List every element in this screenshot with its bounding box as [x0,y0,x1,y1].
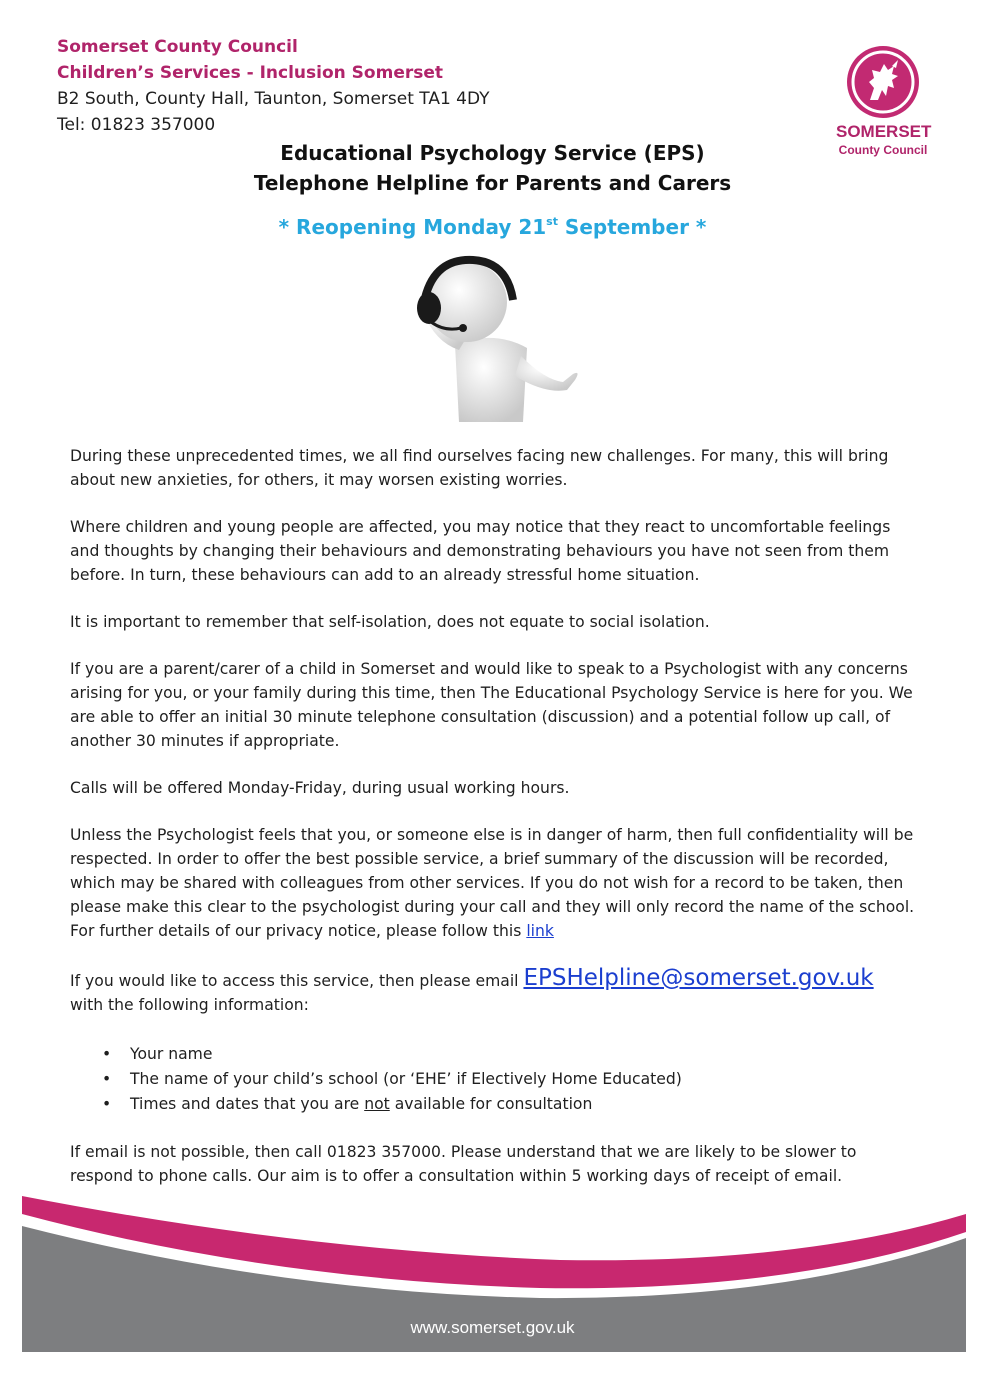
confidentiality-text: Unless the Psychologist feels that you, or someone else is in danger of harm, then full confidentiality will be respected. In order to offer the best possible service, a brief summary of the discussion will be recorded, which may be shared with colleagues from other services. If you do not wish for a record to be taken, then please make this clear to the psychologist during your call and they will only record the name of the school. For further details of our privacy notice, please follow this [70,826,915,940]
list-item [70,1067,920,1092]
footer-banner [0,1180,985,1380]
bullet-icon: • [102,1095,112,1113]
org-name: Somerset County Council [57,37,298,57]
access-text-continued: with the following information: [70,996,309,1014]
paragraph-confidentiality [70,823,920,943]
required-info-list [70,1042,920,1117]
paragraph-children-affected: Where children and young people are affected, you may notice that they react to uncomfortable feelings and thoughts by changing their behaviours and demonstrating behaviours you have not seen from them before. In turn, these behaviours can add to an already stressful home situation. [70,518,891,584]
body-content [70,444,920,1211]
list-item-text-pre: Times and dates that you are [130,1095,365,1113]
council-header [57,34,577,138]
org-address: B2 South, County Hall, Taunton, Somerset TA1 4DY [57,89,490,109]
bullet-icon: • [102,1070,112,1088]
paragraph-access [70,966,920,1017]
document-title [0,138,985,198]
reopening-notice [0,215,985,239]
reopening-ordinal: st [546,215,558,228]
list-item [70,1042,920,1067]
dragon-emblem-icon [836,44,930,122]
paragraph-phone-alternative: If email is not possible, then call 01823 357000. Please understand that we are likely to be slower to respond to phone calls. Our aim is to offer a consultation within 5 working days of receipt of email. [70,1143,857,1185]
title-line-service: Educational Psychology Service (EPS) [280,141,705,165]
bullet-icon: • [102,1045,112,1063]
footer-website-url[interactable]: www.somerset.gov.uk [410,1318,575,1337]
reopening-suffix: September * [557,215,707,239]
list-item-text: Your name [130,1045,213,1063]
org-telephone: Tel: 01823 357000 [57,115,216,135]
paragraph-call-hours: Calls will be offered Monday-Friday, during usual working hours. [70,779,570,797]
logo-word-somerset: SOMERSET [836,122,932,141]
paragraph-intro: During these unprecedented times, we all find ourselves facing new challenges. For many, this will bring about new anxieties, for others, it may worsen existing worries. [70,447,889,489]
paragraph-service-offer: If you are a parent/carer of a child in Somerset and would like to speak to a Psychologist with any concerns arising for you, or your family during this time, then The Educational Psychology Service is here for you. We are able to offer an initial 30 minute telephone consultation (discussion) and a potential follow up call, of another 30 minutes if appropriate. [70,660,913,750]
title-line-helpline: Telephone Helpline for Parents and Carers [253,171,732,195]
headset-illustration [395,252,595,427]
paragraph-isolation: It is important to remember that self-isolation, does not equate to social isolation. [70,613,710,631]
access-text: If you would like to access this service, then please email [70,972,524,990]
helpline-email-link[interactable]: EPSHelpline@somerset.gov.uk [523,965,874,991]
privacy-notice-link[interactable]: link [526,922,554,940]
org-department: Children’s Services - Inclusion Somerset [57,63,444,83]
list-item-text-post: available for consultation [389,1095,593,1113]
reopening-prefix: * Reopening Monday 21 [278,215,547,239]
list-item-text-emphasis: not [364,1095,390,1113]
list-item-text: The name of your child’s school (or ‘EHE’ if Electively Home Educated) [130,1070,682,1088]
headset-person-icon [395,252,595,427]
logo-word-county-council: County Council [838,143,928,157]
list-item [70,1092,920,1117]
